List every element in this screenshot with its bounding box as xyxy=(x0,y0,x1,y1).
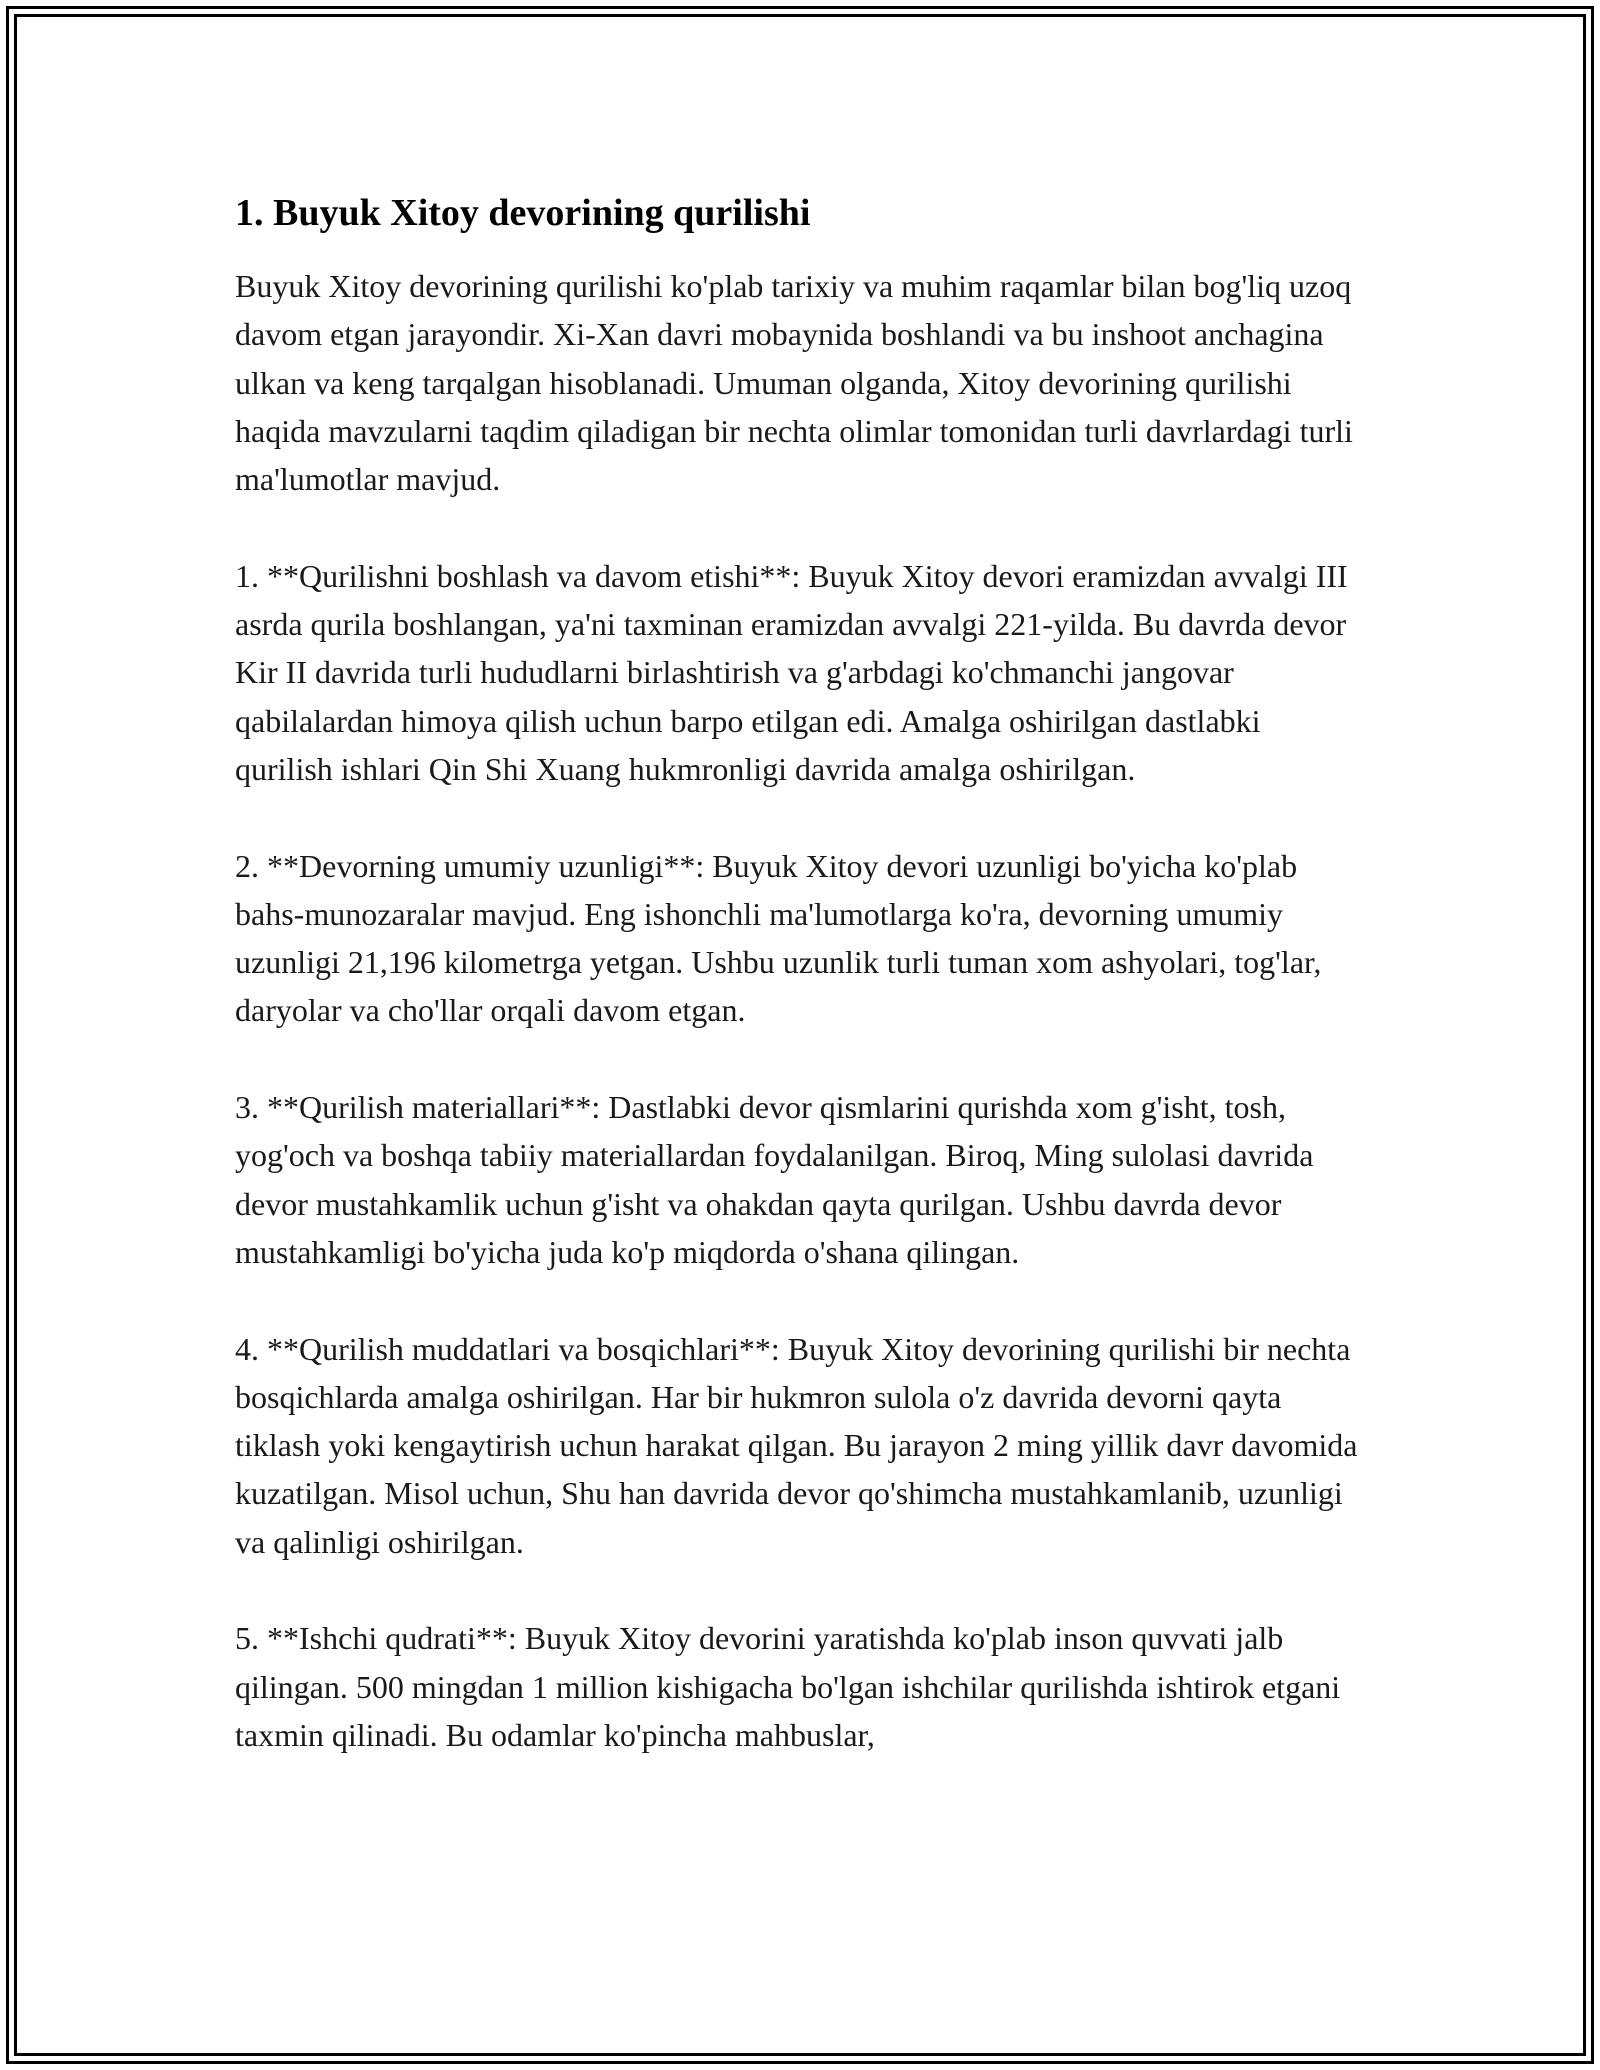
list-item-total-length: 2. **Devorning umumiy uzunligi**: Buyuk Xitoy devori uzunligi bo'yicha ko'plab bahs-munozaralar mavjud. Eng ishonchli ma'lumotlarga ko'ra, devorning umumiy uzunligi 21,196 kilometrga yetgan. Ushbu uzunlik turli tuman xom ashyolari, tog'lar, daryolar va cho'llar orqali davom etgan. xyxy=(235,847,1322,1029)
section-heading: 1. Buyuk Xitoy devorining qurilishi xyxy=(235,192,811,234)
list-item-construction-start: 1. **Qurilishni boshlash va davom etishi**: Buyuk Xitoy devori eramizdan avvalgi III asrda qurila boshlangan, ya'ni taxminan eramizdan avvalgi 221-yilda. Bu davrda devor Kir II davrida turli hududlarni birlashtirish va g'arbdagi ko'chmanchi jangovar qabilalardan himoya qilish uchun barpo etilgan edi. Amalga oshirilgan dastlabki qurilish ishlari Qin Shi Xuang hukmronligi davrida amalga oshirilgan. xyxy=(235,557,1348,787)
document-page xyxy=(235,188,1365,1759)
list-item-materials: 3. **Qurilish materiallari**: Dastlabki devor qismlarini qurishda xom g'isht, tosh, yog'och va boshqa tabiiy materiallardan foydalanilgan. Biroq, Ming sulolasi davrida devor mustahkamlik uchun g'isht va ohakdan qayta qurilgan. Ushbu davrda devor mustahkamligi bo'yicha juda ko'p miqdorda o'shana qilingan. xyxy=(235,1089,1314,1270)
list-item-stages: 4. **Qurilish muddatlari va bosqichlari**: Buyuk Xitoy devorining qurilishi bir nechta bosqichlarda amalga oshirilgan. Har bir hukmron sulola o'z davrida devorni qayta tiklash yoki kengaytirish uchun harakat qilgan. Bu jarayon 2 ming yillik davr davomida kuzatilgan. Misol uchun, Shu han davrida devor qo'shimcha mustahkamlanib, uzunligi va qalinligi oshirilgan. xyxy=(235,1330,1358,1560)
intro-paragraph: Buyuk Xitoy devorining qurilishi ko'plab tarixiy va muhim raqamlar bilan bog'liq uzoq davom etgan jarayondir. Xi-Xan davri mobaynida boshlandi va bu inshoot anchagina ulkan va keng tarqalgan hisoblanadi. Umuman olganda, Xitoy devorining qurilishi haqida mavzularni taqdim qiladigan bir nechta olimlar tomonidan turli davrlardagi turli ma'lumotlar mavjud. xyxy=(235,268,1353,498)
list-item-workforce: 5. **Ishchi qudrati**: Buyuk Xitoy devorini yaratishda ko'plab inson quvvati jalb qilingan. 500 mingdan 1 million kishigacha bo'lgan ishchilar qurilishda ishtirok etgani taxmin qilinadi. Bu odamlar ko'pincha mahbuslar, xyxy=(235,1620,1341,1753)
